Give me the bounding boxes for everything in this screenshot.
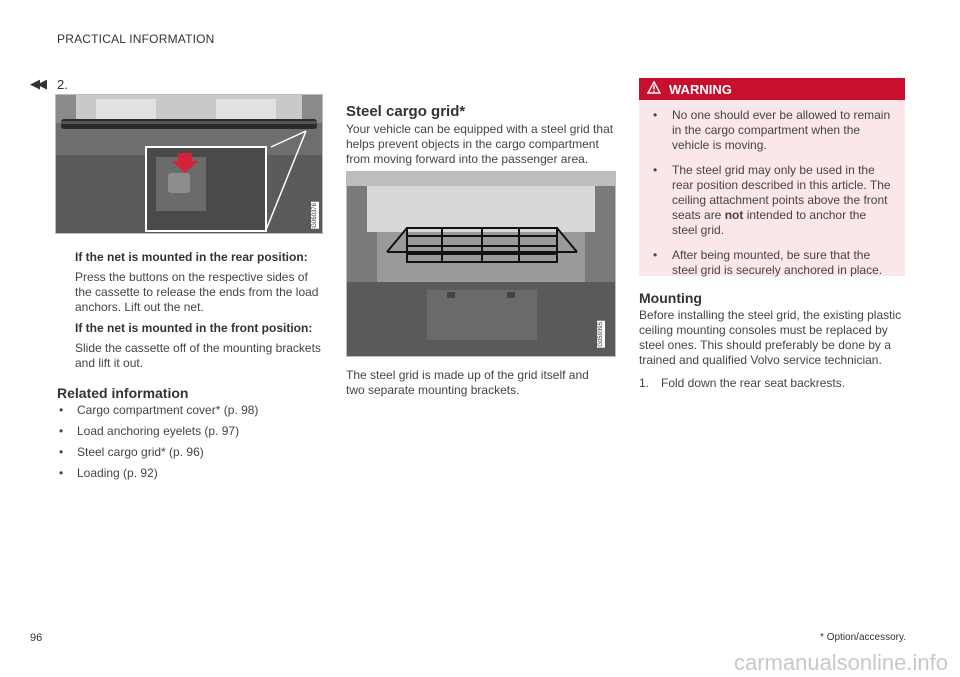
cargo-net-photo [55,94,323,234]
page-number: 96 [30,632,43,644]
related-link-steel-grid[interactable]: • Steel cargo grid* (p. 96) [57,445,327,460]
warning-triangle-icon [647,81,661,97]
warning-item-text: intended to anchor the steel grid. [672,208,867,237]
step-number: 2. [57,77,68,92]
step-item-number: 1. [639,376,650,390]
warning-item: • After being mounted, be sure that the steel grid is securely anchored in place. [639,248,905,278]
rear-position-text: Press the buttons on the respective sides of the cassette to release the ends from the load anchors. Lift out the net. [75,270,319,314]
column-right [639,290,909,390]
column-middle [346,103,616,167]
image-caption: The steel grid is made up of the grid itself and two separate mounting brackets. [346,368,589,397]
related-info-heading: Related information [57,385,189,401]
image-code: G059395 [598,322,604,347]
warning-header [639,78,905,100]
front-position-heading: If the net is mounted in the front position: [75,321,313,335]
footnote: * Option/accessory. [820,632,906,643]
mounting-heading: Mounting [639,290,702,306]
related-link-anchoring-eyelets[interactable]: • Load anchoring eyelets (p. 97) [57,424,327,439]
warning-box [639,78,905,276]
section-header: PRACTICAL INFORMATION [57,32,215,46]
related-link-cargo-cover[interactable]: • Cargo compartment cover* (p. 98) [57,403,327,418]
warning-item: • No one should ever be allowed to remain in the cargo compartment when the vehicle is moving. [639,108,905,153]
step-item-text: Fold down the rear seat backrests. [661,376,846,390]
continuation-icon: ◀◀ [30,76,44,91]
column-left [57,250,327,487]
watermark: carmanualsonline.info [733,650,948,675]
warning-item [639,163,905,238]
mounting-text: Before installing the steel grid, the existing plastic ceiling mounting consoles must be replaced by steel ones. This should preferably be done by a trained and qualified Volvo service technician. [639,308,902,367]
rear-position-heading: If the net is mounted in the rear position: [75,250,308,264]
warning-emphasis: not [724,208,744,222]
image-code: G060376 [312,203,318,228]
related-link-loading[interactable]: • Loading (p. 92) [57,466,327,481]
front-position-text: Slide the cassette off of the mounting brackets and lift it out. [75,341,321,370]
intro-paragraph: Your vehicle can be equipped with a steel grid that helps prevent objects in the cargo compartment from moving forward into the passenger area. [346,122,614,166]
warning-title: WARNING [669,81,732,97]
related-info-list [57,403,327,481]
step-item [639,376,909,390]
section-title: Steel cargo grid* [346,103,466,120]
warning-item-text: The steel grid may only be used in the rear position described in this article. The ceiling attachment points above the front seats are [672,163,891,222]
warning-list [639,108,905,278]
steel-grid-photo [346,171,616,357]
